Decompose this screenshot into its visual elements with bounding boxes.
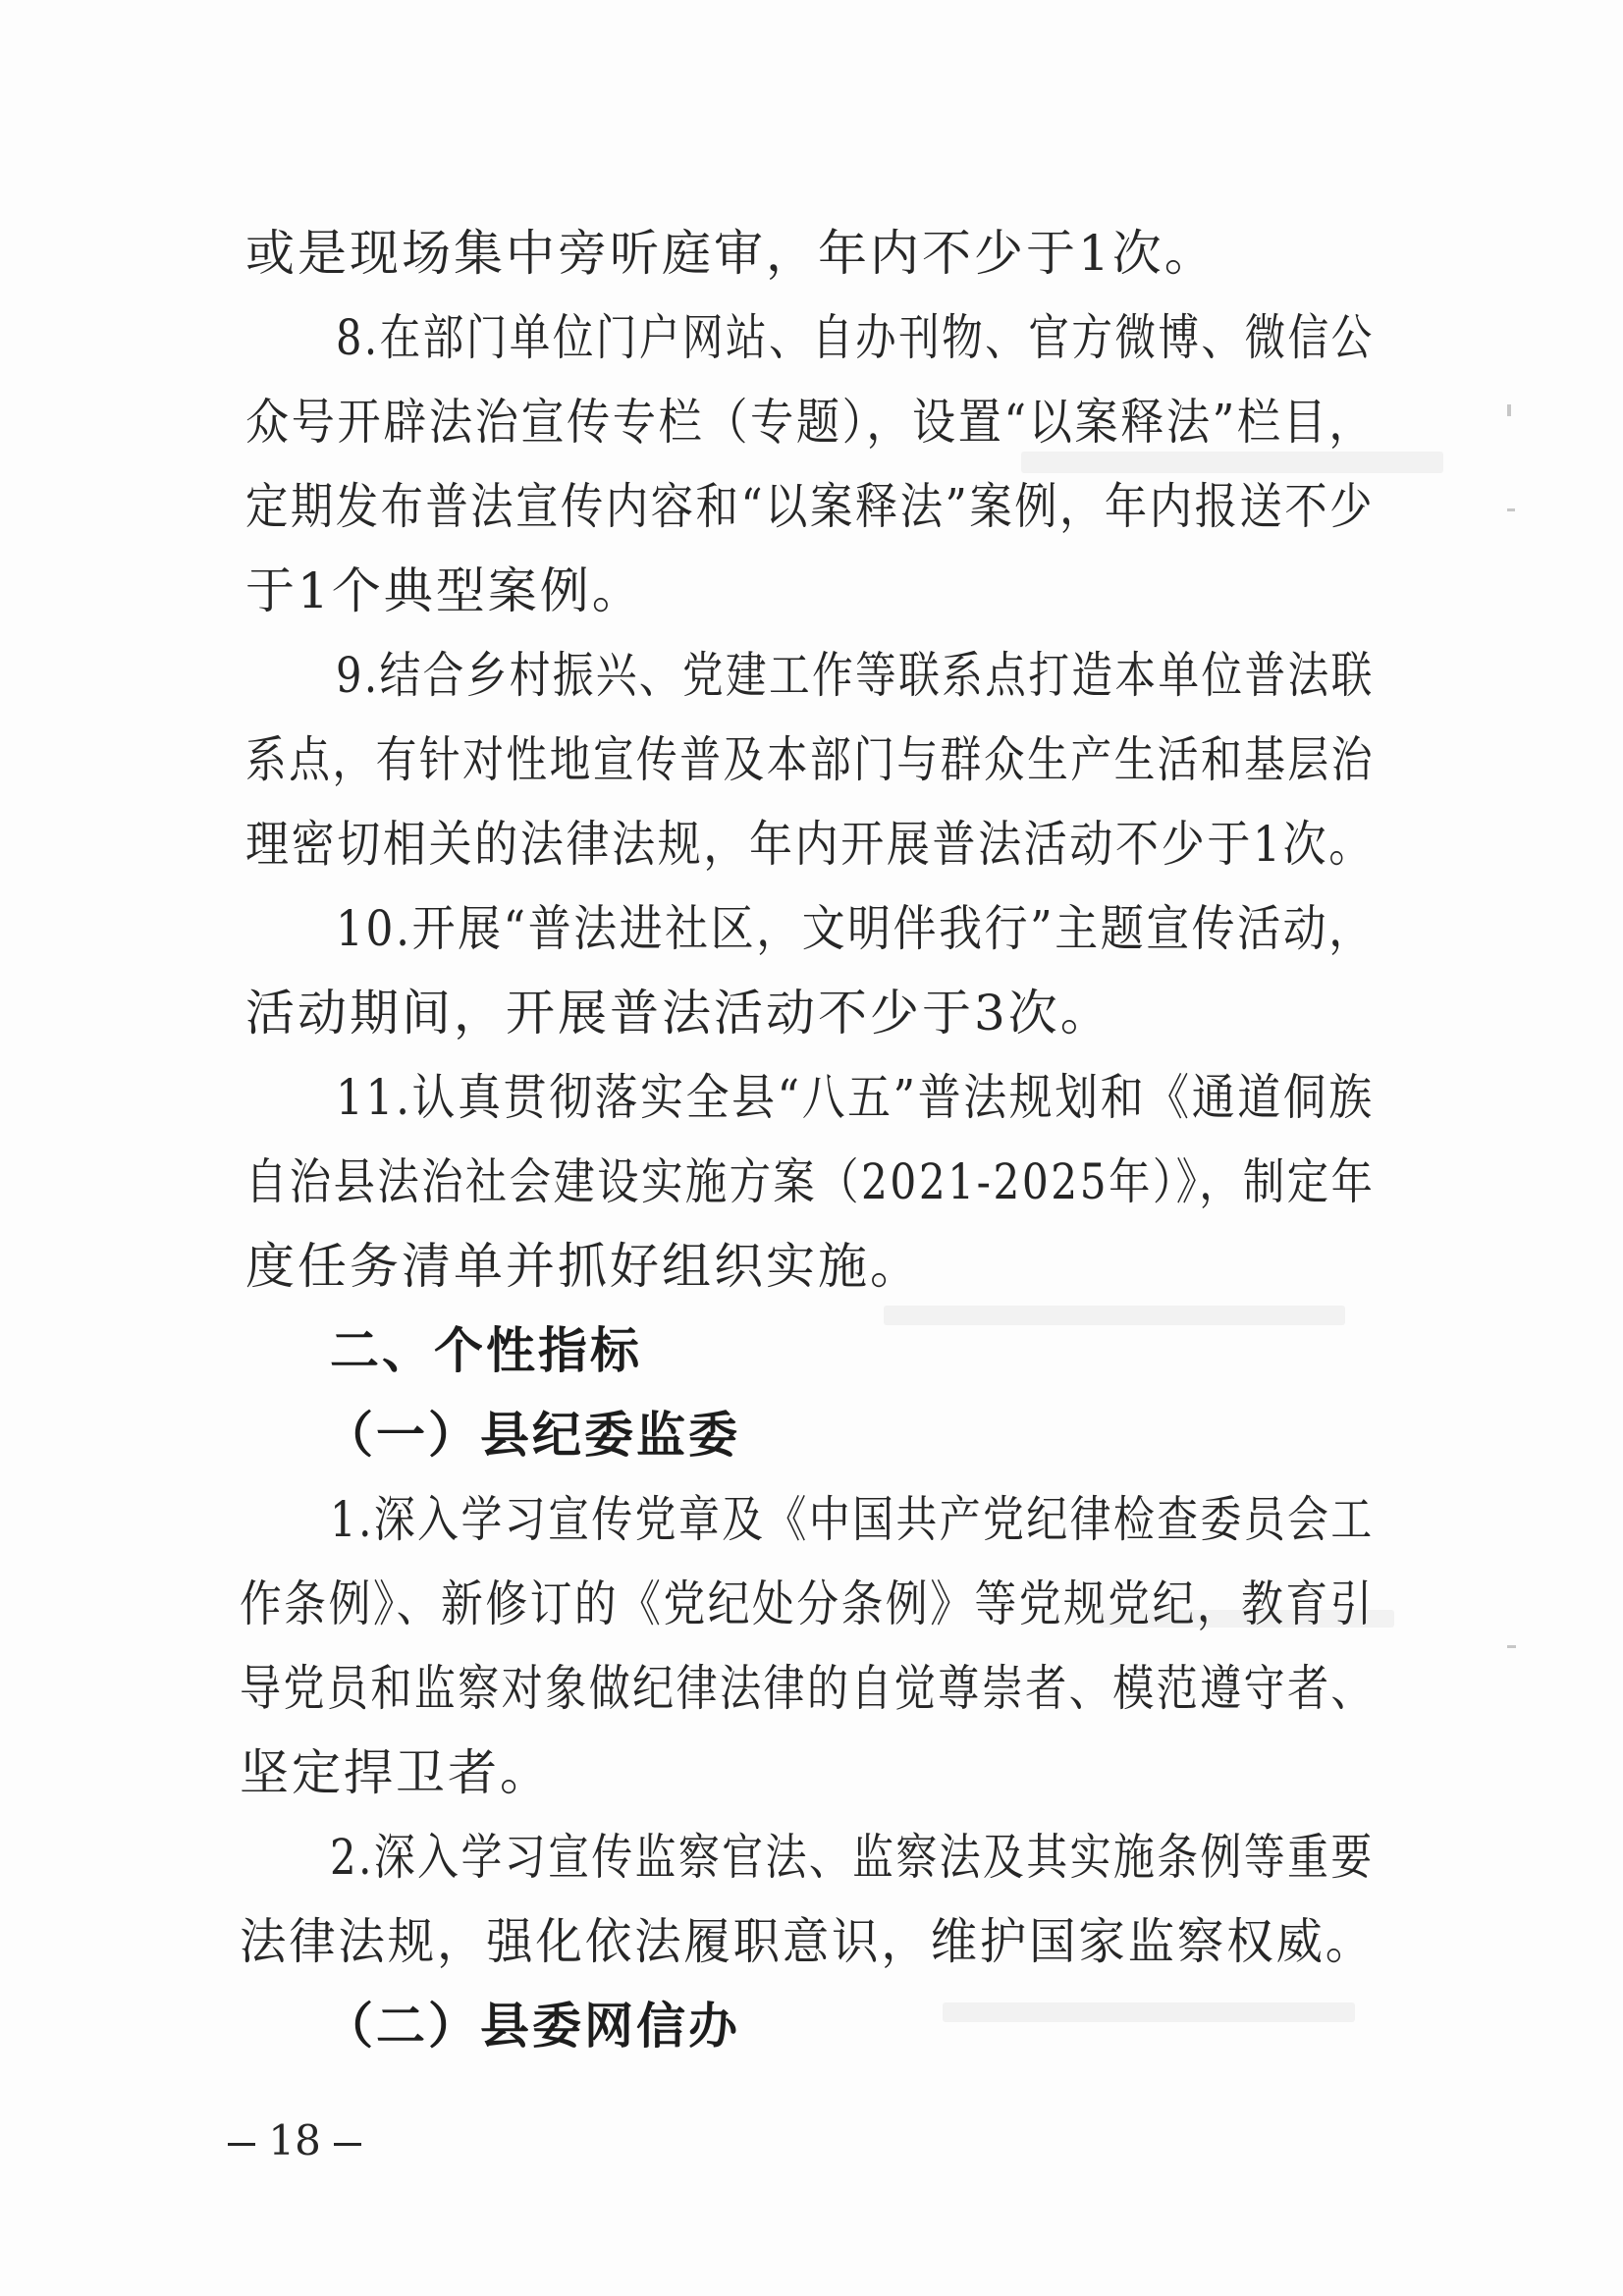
section-heading: 二、个性指标 bbox=[330, 1322, 642, 1379]
body-line: 1.深入学习宣传党章及《中国共产党纪律检查委员会工 bbox=[330, 1491, 1375, 1548]
page-number bbox=[228, 2113, 361, 2168]
body-line: 或是现场集中旁听庭审，年内不少于1次。 bbox=[245, 225, 1217, 282]
body-line: 导党员和监察对象做纪律法律的自觉尊崇者、模范遵守者、 bbox=[240, 1660, 1376, 1717]
scan-speck bbox=[1507, 508, 1515, 511]
body-line: 8.在部门单位门户网站、自办刊物、官方微博、微信公 bbox=[336, 309, 1375, 366]
body-line: 作条例》、新修订的《党纪处分条例》等党规党纪，教育引 bbox=[240, 1575, 1376, 1632]
body-line: 于1个典型案例。 bbox=[245, 562, 644, 619]
show-through-mark bbox=[1021, 452, 1443, 473]
show-through-mark bbox=[943, 2002, 1355, 2022]
body-line: 11.认真贯彻落实全县“八五”普法规划和《通道侗族 bbox=[336, 1069, 1375, 1126]
body-line: 定期发布普法宣传内容和“以案释法”案例，年内报送不少 bbox=[245, 478, 1376, 535]
body-line: 度任务清单并抓好组织实施。 bbox=[245, 1238, 922, 1295]
body-line: 系点，有针对性地宣传普及本部门与群众生产生活和基层治 bbox=[245, 731, 1375, 788]
body-line: 活动期间，开展普法活动不少于3次。 bbox=[245, 985, 1112, 1041]
scan-speck bbox=[1507, 404, 1511, 416]
body-line: 理密切相关的法律法规，年内开展普法活动不少于1次。 bbox=[245, 816, 1375, 873]
subsection-heading: （二）县委网信办 bbox=[324, 1998, 740, 2055]
body-line: 众号开辟法治宣传专栏（专题），设置“以案释法”栏目， bbox=[245, 394, 1376, 451]
body-line: 2.深入学习宣传监察官法、监察法及其实施条例等重要 bbox=[330, 1829, 1375, 1886]
body-line: 坚定捍卫者。 bbox=[240, 1744, 552, 1801]
body-line: 法律法规，强化依法履职意识，维护国家监察权威。 bbox=[240, 1913, 1375, 1970]
page-number-value: 18 bbox=[268, 2116, 321, 2164]
dash-right bbox=[334, 2143, 361, 2146]
dash-left bbox=[228, 2143, 255, 2146]
show-through-mark bbox=[884, 1306, 1345, 1325]
body-line: 自治县法治社会建设实施方案（2021-2025年）》，制定年 bbox=[245, 1153, 1376, 1210]
scan-speck bbox=[1507, 1645, 1516, 1648]
body-line: 10.开展“普法进社区，文明伴我行”主题宣传活动， bbox=[336, 900, 1375, 957]
body-line: 9.结合乡村振兴、党建工作等联系点打造本单位普法联 bbox=[336, 647, 1375, 704]
subsection-heading: （一）县纪委监委 bbox=[324, 1407, 740, 1464]
